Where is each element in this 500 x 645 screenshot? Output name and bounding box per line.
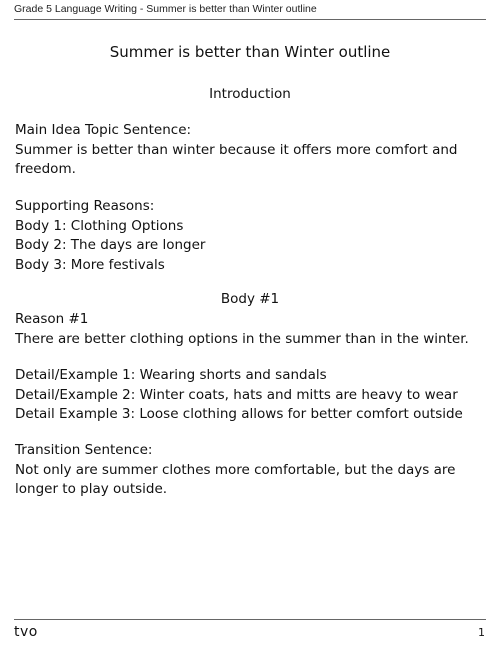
running-header: Grade 5 Language Writing - Summer is better than Winter outline [14, 3, 317, 15]
detail-2-item [15, 386, 487, 406]
detail-1-text: : Wearing shorts and sandals [130, 367, 327, 383]
tvo-logo: tvo [14, 624, 38, 640]
reason-1-label: Reason #1 [15, 311, 89, 327]
detail-1-label: Detail/Example 1 [15, 367, 131, 383]
body-3-item [15, 256, 487, 276]
body-2-item [15, 236, 487, 256]
reason-1-text: There are better clothing options in the summer than in the winter. [15, 330, 469, 347]
supporting-reasons-label: Supporting Reasons: [15, 198, 155, 214]
details-section [15, 366, 487, 425]
detail-2-text: : Winter coats, hats and mitts are heavy to wear [130, 386, 458, 403]
reason-1-section [15, 310, 487, 349]
footer-divider [14, 619, 486, 620]
detail-3-item [15, 405, 487, 425]
body-1-item [15, 217, 487, 237]
body-1-text: : Clothing Options [61, 217, 184, 234]
main-idea-section [15, 121, 487, 180]
header-divider [14, 19, 486, 20]
detail-2-label: Detail/Example 2 [15, 386, 131, 403]
body-2-label: Body 2 [15, 237, 62, 253]
detail-1-item [15, 366, 487, 386]
main-idea-label: Main Idea Topic Sentence: [15, 122, 192, 138]
body-3-text: : More festivals [61, 256, 165, 273]
detail-3-text: : Loose clothing allows for better comfort outside [130, 406, 463, 422]
detail-3-label: Detail Example 3 [15, 406, 131, 422]
transition-label: Transition Sentence: [15, 442, 153, 458]
supporting-reasons-section [15, 197, 487, 275]
transition-section [15, 441, 487, 500]
body-3-label: Body 3 [15, 256, 62, 273]
body-2-text: : The days are longer [61, 237, 206, 253]
introduction-heading: Introduction [209, 86, 291, 102]
document-title: Summer is better than Winter outline [109, 43, 391, 61]
transition-text: Not only are summer clothes more comfortable, but the days are longer to play outside. [15, 461, 456, 497]
main-idea-text: Summer is better than winter because it offers more comfort and freedom. [15, 141, 458, 177]
body-1-label: Body 1 [15, 217, 62, 234]
body-1-heading: Body #1 [220, 291, 280, 307]
page-number: 1 [478, 626, 485, 639]
